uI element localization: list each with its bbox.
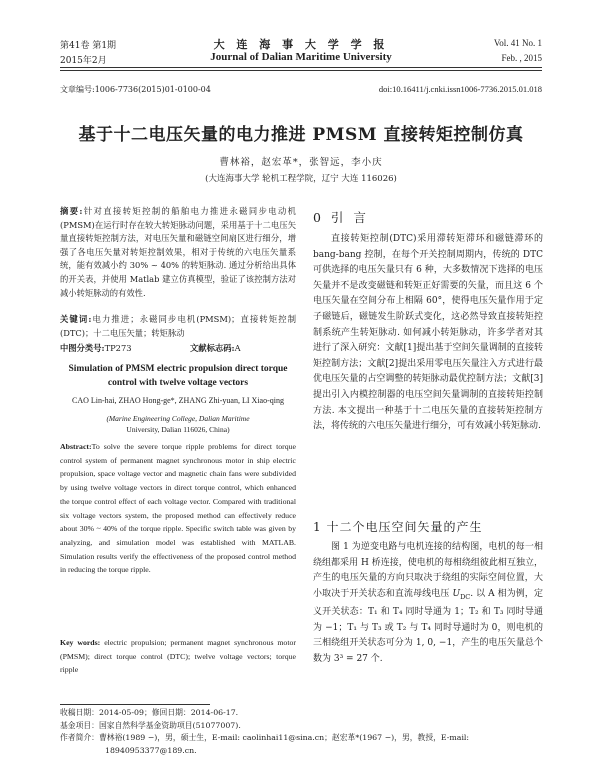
abstract-cn-text: 针对直接转矩控制的船舶电力推进永磁同步电动机(PMSM)在运行时存在较大转矩脉动问题，采用基于十二电压矢量直接转矩控制方法，对电压矢量和磁链空间扇区进行细分，增强了各电压矢量对转矩控制效果，相对于传统的六电压矢量系统，能有效减小约 30% ~ 40% 的转矩脉动. 通过分析给出具体的开关表，并使用 Matlab 建立仿真模型，验证了该控制方法对减小转矩脉动的有效性. — [60, 206, 296, 298]
footnote-bio-line2: 18940953377@189.cn. — [105, 745, 197, 755]
volume-issue-en: Vol. 41 No. 1 — [493, 38, 542, 48]
keywords-cn-text: 电力推进；永磁同步电机(PMSM)；直接转矩控制(DTC)；十二电压矢量；转矩脉动 — [60, 314, 296, 338]
doi: doi:10.16411/j.cnki.issn1006-7736.2015.01.018 — [378, 84, 542, 94]
date-cn: 2015年2月 — [60, 56, 107, 66]
header-rule-thin — [60, 70, 542, 71]
article-number: 文章编号:1006-7736(2015)01-0100-04 — [60, 85, 211, 94]
abstract-cn-label: 摘要: — [60, 206, 83, 216]
footnote — [60, 707, 542, 757]
section-1-text-b: . 以 A 相为例，定义开关状态：T₁ 和 T₄ 同时导通为 1；T₂ 和 T₃ 同时导通为 −1；T₁ 与 T₃ 或 T₂ 与 T₄ 同时导通时为 0，则电机的三相绕组开关状态可分为 1, 0, −1，产生的电压矢量总个数为 3³ = 27 个. — [313, 588, 543, 664]
footnote-received: 收稿日期：2014-05-09；修回日期：2014-06-17. — [60, 708, 239, 717]
footnote-fund: 基金项目：国家自然科学基金资助项目(51077007). — [60, 720, 241, 730]
keywords-cn — [60, 313, 296, 340]
authors-en: CAO Lin-hai, ZHAO Hong-ge*, ZHANG Zhi-yuan, LI Xiao-qing — [72, 396, 284, 405]
journal-name-cn: 大 连 海 事 大 学 学 报 — [213, 38, 389, 51]
footnote-bio-line1: 作者简介：曹林裕(1989 −)，男，硕士生，E-mail: caolinhai11@sina.cn；赵宏革*(1967 −)，男，教授，E-mail: — [60, 733, 470, 742]
abstract-en-label: Abstract: — [60, 442, 92, 451]
footnote-rule — [60, 704, 210, 705]
dc-voltage-symbol: U — [452, 588, 461, 599]
keywords-cn-label: 关键词: — [60, 314, 92, 324]
authors-cn: 曹林裕，赵宏革*，张智远，李小庆 — [219, 157, 383, 168]
abstract-en-text: To solve the severe torque ripple problems for direct torque control system of permanent magnet synchronous motor in ship electric propulsion, space voltage vector and magnetic chain fans were subdivided by using twelve voltage vectors in direct torque control, which enhanced the torque control effect of each voltage vector. Compared with traditional six voltage vectors system, the proposed method can effectively reduce about 30% ~ 40% of the torque ripple. Specific switch table was given by analyzing, and simulation model was established with MATLAB. Simulation results verify the effectiveness of the proposed control method in reducing the torque ripple. — [60, 442, 296, 575]
page-title: 基于十二电压矢量的电力推进 PMSM 直接转矩控制仿真 — [78, 125, 524, 145]
affiliation-en-line1: (Marine Engineering College, Dalian Maritime — [106, 414, 250, 423]
abstract-cn — [60, 205, 296, 300]
clc-number — [60, 342, 132, 354]
title-en: Simulation of PMSM electric propulsion direct torque control with twelve voltage vectors — [68, 364, 288, 388]
affiliation-en-line2: University, Dalian 116026, China) — [126, 425, 230, 434]
section-0-title: 0 引 言 — [313, 210, 369, 225]
section-1-text-a: 图 1 为逆变电路与电机连接的结构图，电机的每一相绕组都采用 H 桥连接，使电机的每相绕组彼此相互独立，产生的电压矢量的方向只取决于绕组的实际空间位置，大小取决于开关状态和直流母线电压 — [313, 542, 543, 599]
keywords-en-text: electric propulsion; permanent magnet synchronous motor (PMSM); direct torque control (DTC); twelve voltage vectors; torque ripple — [60, 638, 296, 675]
document-code — [190, 342, 241, 354]
doc-code-label: 文献标志码: — [190, 343, 235, 353]
volume-issue-cn: 第41卷 第1期 — [60, 41, 117, 51]
keywords-en — [60, 636, 296, 677]
clc-label: 中图分类号: — [60, 343, 105, 353]
section-0-paragraph: 直接转矩控制(DTC)采用滞转矩滞环和磁链滞环的 bang-bang 控制，在每个开关控制周期内，传统的 DTC 可供选择的电压矢量只有 6 种，大多数情况下选择的电压矢量并不是改变磁链和转矩正好需要的矢量，而且这 6 个电压矢量在空间分布上相隔 60°，使得电压矢量作用于定子磁链后，磁链发生阶跃式变化，这必然导致直接转矩控制系统产生转矩脉动. 如何减小转矩脉动，许多学者对其进行了深入研究：文献[1]提出基于空间矢量调制的直接转矩控制方法；文献[2]提出采用零电压矢量注入方式进行最优电压矢量的占空调整的转矩脉动最优控制方法；文献[3]提出引入内模控制器的电压空间矢量调制的直接转矩控制方法. 本文提出一种基于十二电压矢量的直接转矩控制方法，将传统的六电压矢量进行细分，可有效减小转矩脉动. — [313, 234, 543, 432]
section-1-title: 1 十二个电压空间矢量的产生 — [313, 520, 483, 534]
dc-voltage-subscript: DC — [460, 592, 471, 601]
journal-name-en: Journal of Dalian Maritime University — [210, 51, 392, 63]
affiliation-cn: (大连海事大学 轮机工程学院，辽宁 大连 116026) — [205, 174, 397, 184]
date-en: Feb. , 2015 — [501, 53, 542, 63]
clc-value: TP273 — [104, 343, 132, 353]
doc-code-value: A — [234, 343, 241, 353]
header-rule — [60, 67, 542, 68]
section-1-paragraph — [313, 540, 543, 668]
keywords-en-label: Key words: — [60, 638, 101, 647]
abstract-en — [60, 440, 296, 577]
